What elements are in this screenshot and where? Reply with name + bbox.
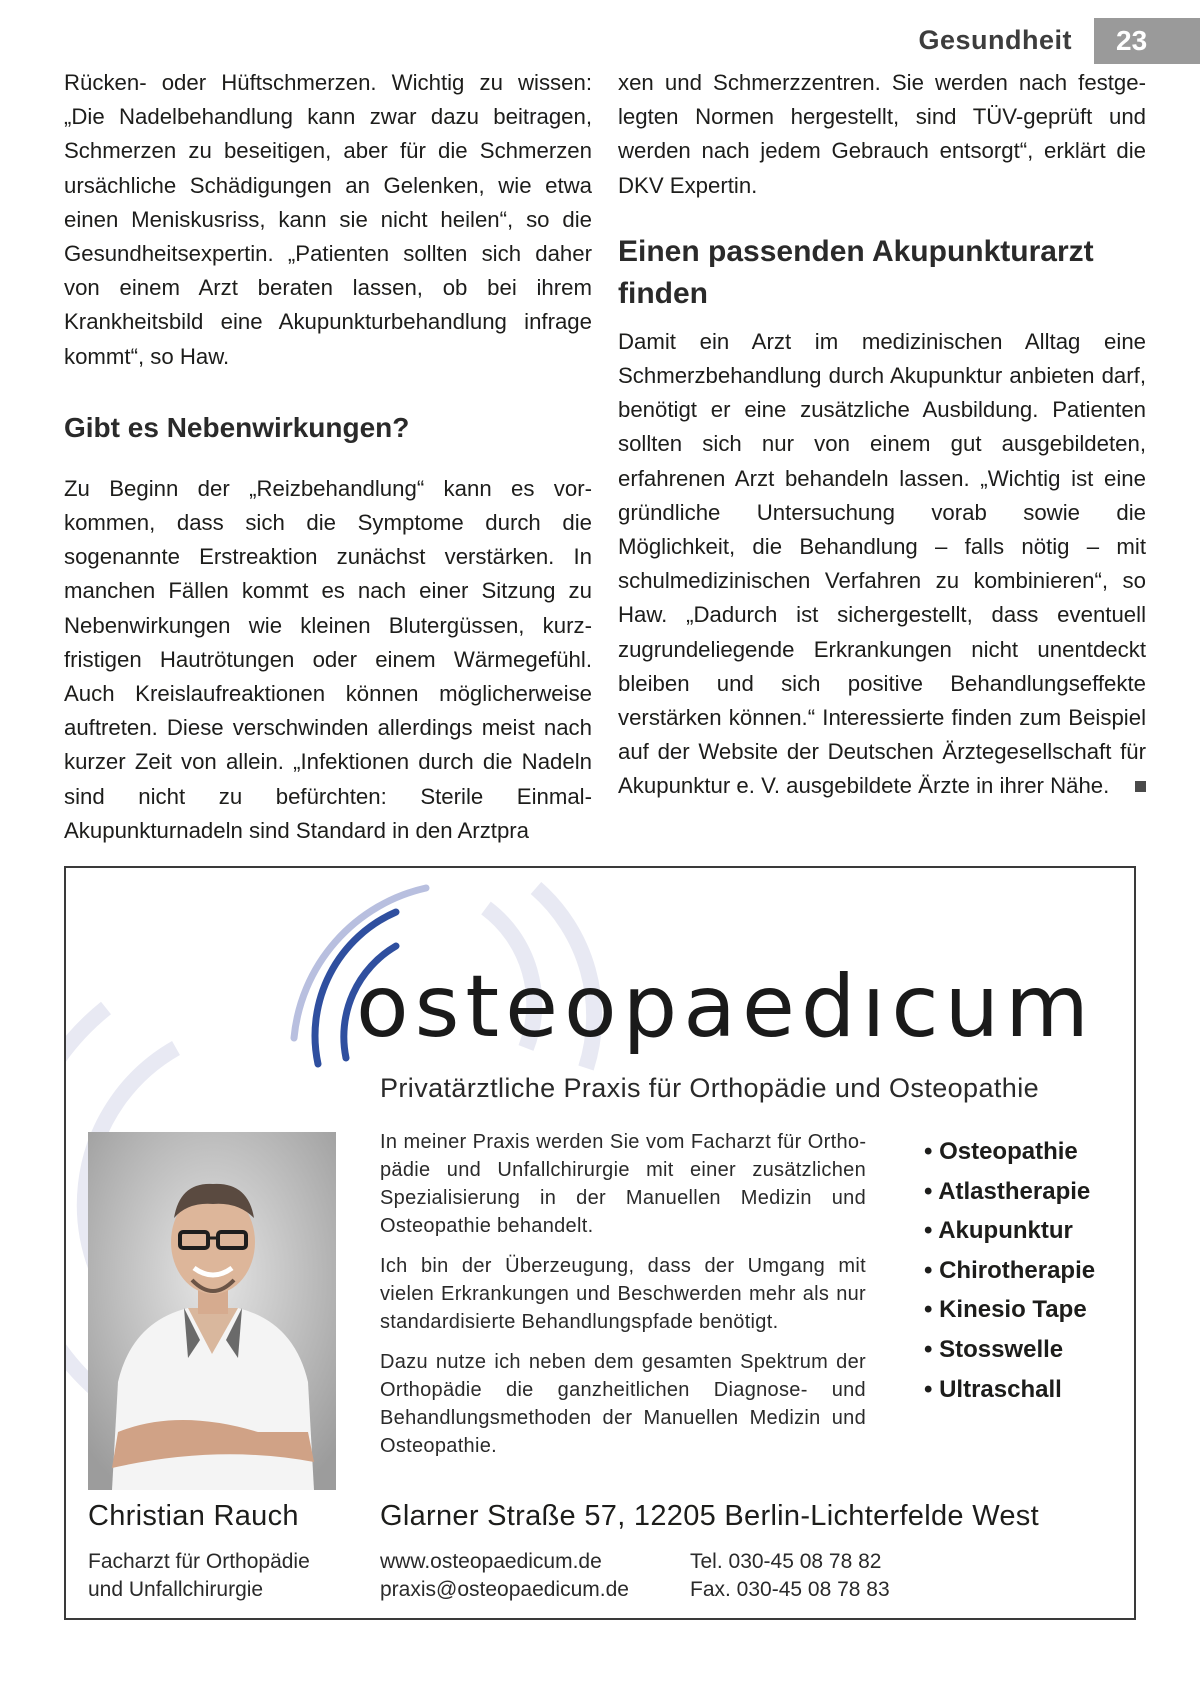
article-left-column	[64, 66, 592, 848]
practice-tagline: Privatärztliche Praxis für Orthopädie und Osteopathie	[380, 1073, 1040, 1103]
article-right-column	[618, 66, 1146, 804]
paragraph: Zu Beginn der „Reizbehandlung“ kann es vorkommen, dass sich die Symptome durch die sogenannte Erstreaktion zunächst verstärken. In manchen Fällen kommt es nach einer Sitzung zu Nebenwirkungen wie kleinen Blutergüssen, kurzfristigen Hautrötungen oder einem Wärmegefühl. Auch Kreislaufreaktionen können möglicherweise auftreten. Diese verschwinden allerdings meist nach kurzer Zeit von allein. „Infektionen durch die Nadeln sind nicht zu befürchten: Sterile Einmal-Akupunkturnadeln sind Standard in den Arztpra	[64, 475, 592, 843]
service-item: • Akupunktur	[924, 1211, 1095, 1251]
running-head	[0, 18, 1200, 62]
service-item: • Stosswelle	[924, 1330, 1095, 1370]
email-link[interactable]: praxis@osteopaedicum.de	[380, 1578, 629, 1601]
contact-phone	[690, 1548, 890, 1604]
practice-address: Glarner Straße 57, 12205 Berlin-Lichterfelde West	[380, 1500, 1039, 1532]
brand-logo-text: osteopaedıcum	[356, 957, 1095, 1057]
description-paragraph: Ich bin der Überzeugung, dass der Umgang mit vielen Erkrankungen und Beschwerden mehr als nur standardisierte Behandlungspfade benötigt.	[380, 1255, 866, 1333]
end-mark-icon	[1135, 781, 1146, 792]
service-item: • Chirotherapie	[924, 1251, 1095, 1291]
phone-number: Tel. 030-45 08 78 82	[690, 1550, 882, 1573]
fax-number: Fax. 030-45 08 78 83	[690, 1578, 890, 1601]
service-item: • Atlastherapie	[924, 1172, 1095, 1212]
paragraph	[618, 325, 1146, 804]
description-paragraph: Dazu nutze ich neben dem gesamten Spektrum der Orthopädie die ganzheitlichen Diagnose- und Behandlungsmethoden der Manuellen Medizin und Osteopathie.	[380, 1351, 866, 1457]
portrait-photo	[88, 1132, 336, 1490]
doctor-title	[88, 1548, 348, 1604]
section-heading: Einen passenden Akupunkturarzt finden	[618, 234, 1094, 310]
service-item: • Kinesio Tape	[924, 1290, 1095, 1330]
section-heading: Gibt es Nebenwirkungen?	[64, 411, 410, 443]
paragraph: xen und Schmerzzentren. Sie werden nach festgelegten Normen hergestellt, sind TÜV-geprüft und werden nach jedem Gebrauch entsorgt“, erklärt die DKV Expertin.	[618, 70, 1146, 198]
paragraph: Rücken- oder Hüftschmerzen. Wichtig zu wissen: „Die Nadelbehandlung kann zwar dazu beitragen, Schmerzen zu beseitigen, aber für die Schmerzen ursächliche Schädigungen an Gelenken, wie etwa einen Meniskusriss, kann sie nicht heilen“, so die Gesundheitsexpertin. „Patienten sollten sich daher von einem Arzt beraten lassen, ob bei ihrem Krankheitsbild eine Akupunkturbehandlung infrage kommt“, so Haw.	[64, 70, 592, 369]
description-paragraph: In meiner Praxis werden Sie vom Facharzt für Orthopädie und Unfallchirurgie mit einer zusätzlichen Spezialisierung in der Manuellen Medizin und Osteopathie behandelt.	[380, 1131, 866, 1237]
service-item: • Ultraschall	[924, 1370, 1095, 1410]
section-name: Gesundheit	[918, 25, 1072, 55]
website-link[interactable]: www.osteopaedicum.de	[380, 1550, 602, 1573]
doctor-name: Christian Rauch	[88, 1500, 299, 1532]
services-list	[924, 1132, 1095, 1409]
page-number: 23	[1094, 18, 1200, 64]
practice-description	[380, 1128, 866, 1472]
paragraph-text: Damit ein Arzt im medizinischen Alltag eine Schmerzbehandlung durch Akupunktur anbieten darf, benötigt er eine zusätzliche Ausbildung. Patienten sollten sich nur von einem gut ausgebildeten, erfahrenen Arzt behandeln lassen. „Wichtig ist eine gründliche Untersuchung vorab sowie die Möglichkeit, die Behandlung – falls nötig – mit schulmedizinischen Verfahren zu kombinieren“, so Haw. „Dadurch ist sichergestellt, dass eventuell zugrundeliegende Erkrankungen nicht unentdeckt bleiben und sich positive Behandlungseffekte verstärken können.“ Interessierte finden zum Beispiel auf der Website der Deutschen Ärztegesellschaft für Akupunktur e. V. ausgebildete Ärzte in ihrer Nähe.	[618, 328, 1146, 799]
advertisement	[64, 866, 1136, 1620]
contact-online	[380, 1548, 629, 1604]
service-item: • Osteopathie	[924, 1132, 1095, 1172]
doctor-title-line: Facharzt für Orthopädie	[88, 1550, 310, 1573]
doctor-title-line: und Unfallchirurgie	[88, 1578, 264, 1601]
